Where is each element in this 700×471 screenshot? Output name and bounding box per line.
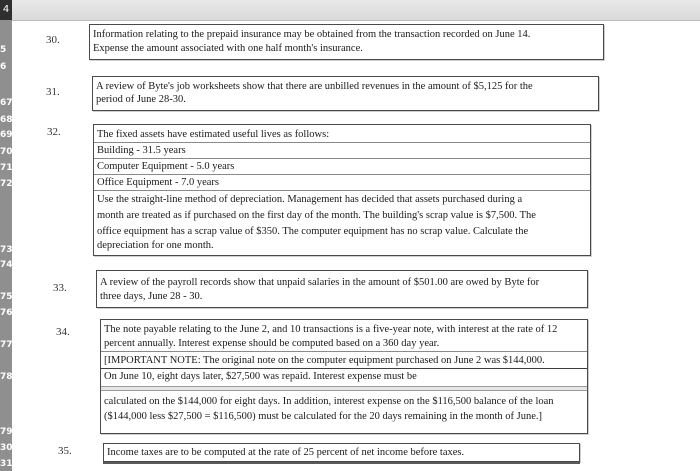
item-text-line: [IMPORTANT NOTE: The original note on the computer equipment purchased on June 2 was $144,000. [104,355,545,366]
item-text-line: ($144,000 less $27,500 = $116,500) must be calculated for the 20 days remaining in the month of June.] [104,411,542,422]
row-number[interactable]: 31 [0,459,13,469]
row-number[interactable]: 78 [0,372,13,382]
item-textbox-30[interactable] [89,24,604,60]
row-number[interactable]: 75 [0,292,13,302]
item-text-line: Use the straight-line method of depreciation. Management has decided that assets purchased during a [97,194,523,205]
item-text-line: Building - 31.5 years [97,145,186,156]
item-number: 31. [46,86,60,98]
row-number[interactable]: 72 [0,179,13,189]
row-header-gutter [0,20,12,471]
item-text-line: calculated on the $144,000 for eight days. In addition, interest expense on the $116,500 balance of the loan [104,396,554,407]
item-text-line: A review of Byte's job worksheets show that there are unbilled revenues in the amount of $5,125 for the [96,81,533,92]
item-text-line: The note payable relating to the June 2, and 10 transactions is a five-year note, with interest at the rate of 12 [104,324,558,335]
item-text-line: percent annually. Interest expense should be computed based on a 360 day year. [104,338,440,349]
item-textbox-35[interactable] [103,443,580,462]
row-number[interactable]: 74 [0,260,13,270]
item-number: 32. [47,126,61,138]
item-text-line: Computer Equipment - 5.0 years [97,161,235,172]
item-text-line: Income taxes are to be computed at the rate of 25 percent of net income before taxes. [107,447,465,458]
item-textbox-31[interactable] [92,76,599,111]
item-number: 34. [56,326,70,338]
item-textbox-33[interactable] [96,270,588,308]
item-text-line: Expense the amount associated with one half month's insurance. [93,43,363,54]
row-number[interactable]: 69 [0,130,13,140]
row-number[interactable]: 6 [0,62,7,72]
item-text-line: month are treated as if purchased on the first day of the month. The building's scrap value is $7,500. The [97,210,536,221]
row-number[interactable]: 67 [0,98,13,108]
toolbar-strip [0,0,700,21]
item-textbox-32[interactable] [93,124,591,256]
item-text-line: The fixed assets have estimated useful lives as follows: [97,129,330,140]
item-text-line: three days, June 28 - 30. [100,291,203,302]
cell-border [103,462,580,464]
row-number[interactable]: 73 [0,245,13,255]
item-textbox-34[interactable] [100,319,588,434]
item-number: 30. [46,34,60,46]
item-text-line: Office Equipment - 7.0 years [97,177,219,188]
sheet-tab-number[interactable]: 4 [0,0,12,20]
row-number[interactable]: 30 [0,443,13,453]
row-number[interactable]: 68 [0,115,13,125]
item-text-line: On June 10, eight days later, $27,500 was repaid. Interest expense must be [104,371,417,382]
row-number[interactable]: 71 [0,163,13,173]
item-text-line: Information relating to the prepaid insurance may be obtained from the transaction recorded on June 14. [93,29,531,40]
item-number: 33. [53,282,67,294]
item-number: 35. [58,445,72,457]
row-number[interactable]: 79 [0,427,13,437]
row-number[interactable]: 70 [0,147,13,157]
item-text-line: A review of the payroll records show that unpaid salaries in the amount of $501.00 are owed by Byte for [100,277,540,288]
row-number[interactable]: 76 [0,308,13,318]
row-number[interactable]: 5 [0,45,7,55]
row-number[interactable]: 77 [0,340,13,350]
item-text-line: depreciation for one month. [97,240,214,251]
item-text-line: office equipment has a scrap value of $350. The computer equipment has no scrap value. Calculate the [97,226,529,237]
item-text-line: period of June 28-30. [96,94,186,105]
